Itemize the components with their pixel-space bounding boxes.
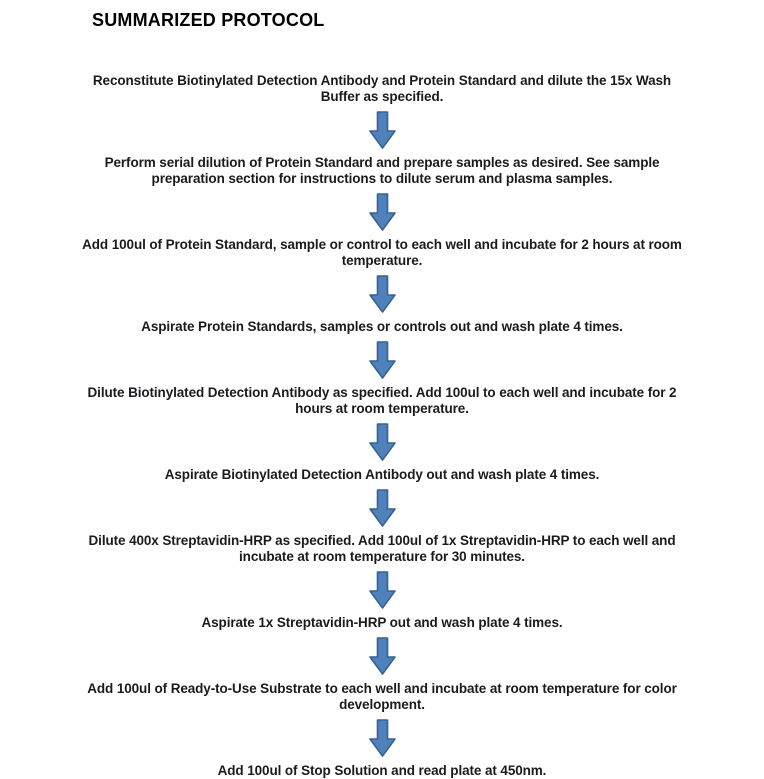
down-arrow-icon	[369, 341, 396, 379]
protocol-step-5: Dilute Biotinylated Detection Antibody as specified. Add 100ul to each well and incubate for 2 hours at room temperature.	[87, 385, 677, 416]
down-arrow-icon	[369, 719, 396, 757]
protocol-step-7: Dilute 400x Streptavidin-HRP as specified. Add 100ul of 1x Streptavidin-HRP to each well and incubate at room temperature for 30 minutes.	[88, 533, 676, 564]
down-arrow-icon	[369, 489, 396, 527]
protocol-step-9: Add 100ul of Ready-to-Use Substrate to each well and incubate at room temperature for color development.	[87, 681, 677, 712]
down-arrow-shape	[370, 112, 395, 148]
down-arrow-shape	[370, 720, 395, 756]
protocol-step-10: Add 100ul of Stop Solution and read plate at 450nm.	[217, 763, 547, 778]
protocol-step-2: Perform serial dilution of Protein Standard and prepare samples as desired. See sample preparation section for instructions to dilute serum and plasma samples.	[104, 155, 660, 186]
down-arrow-icon	[369, 423, 396, 461]
down-arrow-shape	[370, 194, 395, 230]
down-arrow-shape	[370, 490, 395, 526]
down-arrow-icon	[369, 111, 396, 149]
down-arrow-shape	[370, 638, 395, 674]
down-arrow-shape	[370, 342, 395, 378]
protocol-step-8: Aspirate 1x Streptavidin-HRP out and wash plate 4 times.	[201, 615, 563, 630]
down-arrow-icon	[369, 193, 396, 231]
down-arrow-icon	[369, 571, 396, 609]
down-arrow-shape	[370, 572, 395, 608]
down-arrow-icon	[369, 637, 396, 675]
protocol-step-3: Add 100ul of Protein Standard, sample or control to each well and incubate for 2 hours at room temperature.	[82, 237, 682, 268]
protocol-step-1: Reconstitute Biotinylated Detection Antibody and Protein Standard and dilute the 15x Wash Buffer as specified.	[92, 73, 672, 104]
down-arrow-shape	[370, 424, 395, 460]
protocol-step-4: Aspirate Protein Standards, samples or controls out and wash plate 4 times.	[141, 319, 623, 334]
page-title: SUMMARIZED PROTOCOL	[92, 10, 325, 30]
down-arrow-icon	[369, 275, 396, 313]
down-arrow-shape	[370, 276, 395, 312]
protocol-step-6: Aspirate Biotinylated Detection Antibody out and wash plate 4 times.	[164, 467, 600, 482]
protocol-flowchart	[0, 73, 764, 779]
protocol-page	[0, 10, 764, 778]
